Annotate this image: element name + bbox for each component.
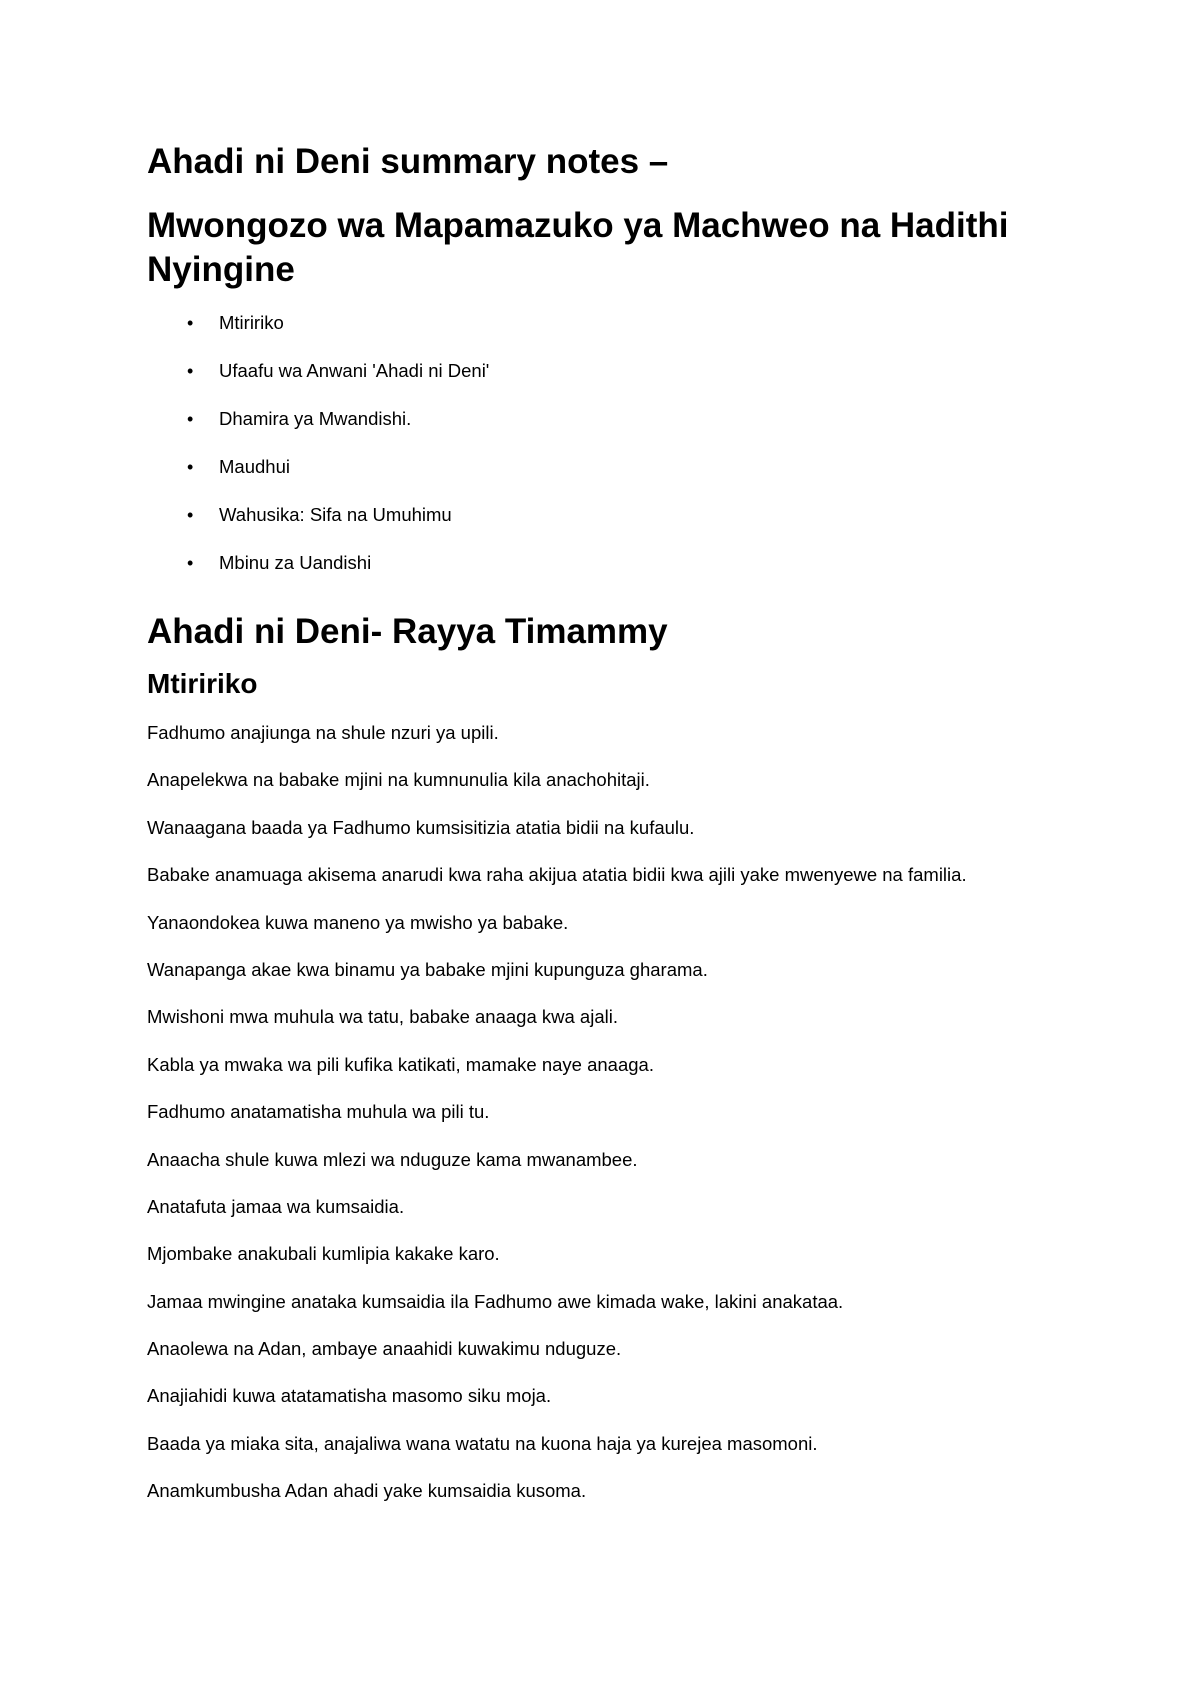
outline-list [147, 312, 1080, 600]
bullet-icon: • [187, 553, 194, 573]
bullet-icon: • [187, 505, 194, 525]
paragraph: Baada ya miaka sita, anajaliwa wana watatu na kuona haja ya kurejea masomoni. [147, 1432, 818, 1454]
paragraph: Fadhumo anatamatisha muhula wa pili tu. [147, 1101, 490, 1123]
outline-item-label: Maudhui [219, 456, 290, 477]
outline-item [147, 408, 1080, 456]
paragraph: Kabla ya mwaka wa pili kufika katikati, mamake naye anaaga. [147, 1053, 654, 1075]
paragraph: Anatafuta jamaa wa kumsaidia. [147, 1195, 405, 1217]
story-heading: Ahadi ni Deni- Rayya Timammy [147, 612, 668, 651]
paragraph: Jamaa mwingine anataka kumsaidia ila Fadhumo awe kimada wake, lakini anakataa. [147, 1290, 844, 1312]
outline-item-label: Mbinu za Uandishi [219, 552, 372, 573]
paragraph: Anaolewa na Adan, ambaye anaahidi kuwakimu nduguze. [147, 1338, 622, 1360]
paragraph: Anaacha shule kuwa mlezi wa nduguze kama mwanambee. [147, 1148, 638, 1170]
paragraph: Fadhumo anajiunga na shule nzuri ya upili. [147, 722, 499, 743]
outline-item [147, 360, 1080, 408]
outline-item-label: Ufaafu wa Anwani 'Ahadi ni Deni' [219, 360, 490, 381]
paragraph: Anamkumbusha Adan ahadi yake kumsaidia kusoma. [147, 1480, 587, 1502]
bullet-icon: • [187, 313, 194, 333]
paragraph: Wanapanga akae kwa binamu ya babake mjini kupunguza gharama. [147, 958, 708, 980]
document-subtitle: Mwongozo wa Mapamazuko ya Machweo na Hadithi Nyingine [147, 206, 1009, 289]
bullet-icon: • [187, 457, 194, 477]
outline-item [147, 552, 1080, 600]
bullet-icon: • [187, 409, 194, 429]
outline-item-label: Mtiririko [219, 312, 284, 333]
summary-body [147, 722, 1080, 1528]
paragraph: Babake anamuaga akisema anarudi kwa raha akijua atatia bidii kwa ajili yake mwenyewe na familia. [147, 864, 967, 886]
paragraph: Anapelekwa na babake mjini na kumnunulia kila anachohitaji. [147, 769, 650, 791]
bullet-icon: • [187, 361, 194, 381]
outline-item [147, 312, 1080, 360]
paragraph: Wanaagana baada ya Fadhumo kumsisitizia atatia bidii na kufaulu. [147, 816, 695, 838]
section-heading: Mtiririko [147, 668, 258, 699]
outline-item [147, 504, 1080, 552]
outline-item-label: Dhamira ya Mwandishi. [219, 408, 412, 429]
paragraph: Yanaondokea kuwa maneno ya mwisho ya babake. [147, 911, 569, 933]
paragraph: Anajiahidi kuwa atatamatisha masomo siku moja. [147, 1385, 552, 1407]
outline-item [147, 456, 1080, 504]
paragraph: Mwishoni mwa muhula wa tatu, babake anaaga kwa ajali. [147, 1006, 618, 1028]
outline-item-label: Wahusika: Sifa na Umuhimu [219, 504, 452, 525]
paragraph: Mjombake anakubali kumlipia kakake karo. [147, 1243, 500, 1265]
document-title: Ahadi ni Deni summary notes – [147, 142, 669, 181]
